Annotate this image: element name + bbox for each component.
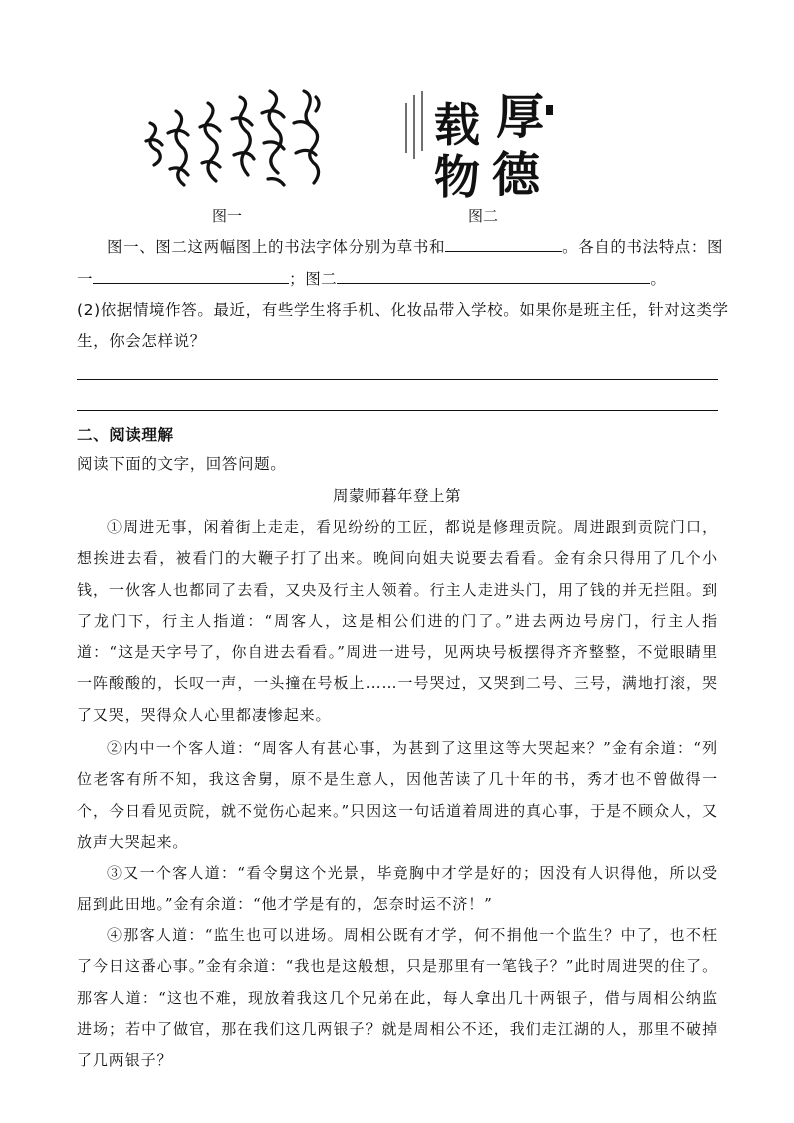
question-1-text: 图一、图二这两幅图上的书法字体分别为草书和: [107, 238, 446, 256]
calligraphy-char-hou: 厚: [496, 89, 545, 145]
question-1-fig1-label: 一: [77, 270, 94, 288]
question-1-line-1: [107, 232, 724, 262]
answer-blank-script-type[interactable]: [445, 233, 562, 252]
question-1-line-2-end: 。: [650, 270, 667, 288]
calligraphy-char-wu: 物: [434, 150, 480, 198]
calligraphy-char-de: 德: [492, 147, 541, 198]
answer-line-2[interactable]: [77, 410, 718, 411]
passage-paragraph-4: ④那客人道：“监生也可以进场。周相公既有才学，何不捐他一个监生？中了，也不枉了今日这番心事。”金有余道：“我也是这般想，只是那里有一笔钱子？”此时周进哭的住了。那客人道：“这也不难，现放着我这几个兄弟在此，每人拿出几十两银子，借与周相公纳监进场；若中了做官，那在我们这几两银子？就是周相公不还，我们走江湖的人，那里不破掉了几两银子？: [77, 926, 718, 1070]
reading-instruction: 阅读下面的文字，回答问题。: [77, 455, 287, 473]
passage-paragraph-1: ①周进无事，闲着街上走走，看见纷纷的工匠，都说是修理贡院。周进跟到贡院门口，想挨进去看，被看门的大鞭子打了出来。晚间向姐夫说要去看看。金有余只得用了几个小钱，一伙客人也都同了去看，又央及行主人领着。行主人走进头门，用了钱的并无拦阻。到了龙门下，行主人指道：“周客人，这是相公们进的门了。”进去两边号房门，行主人指道：“这是天字号了，你自进去看看。”周进一进号，见两块号板摆得齐齐整整，不觉眼睛里一阵酸酸的，长叹一声，一头撞在号板上……一号哭过，又哭到二号、三号，满地打滚，哭了又哭，哭得众人心里都凄惨起来。: [77, 518, 718, 724]
question-2-line-1: (2)依据情境作答。最近，有些学生将手机、化妆品带入学校。如果你是班主任，针对这类学: [77, 301, 729, 319]
answer-blank-fig2-feature[interactable]: [337, 265, 650, 284]
figure-2-caption: 图二: [468, 207, 499, 225]
question-1-fig2-label: ；图二: [289, 270, 338, 288]
figure-2-artwork: [398, 83, 558, 198]
answer-blank-fig1-feature[interactable]: [93, 265, 289, 284]
question-1-text-end: 。各自的书法特点：图: [562, 238, 724, 256]
calligraphy-char-zai: 载: [434, 98, 480, 152]
figure-1-calligraphy-image: [144, 83, 334, 198]
section-2-heading: 二、阅读理解: [77, 426, 174, 444]
figure-2-calligraphy-image: [398, 83, 558, 198]
question-1-line-2: [77, 264, 717, 294]
answer-line-1[interactable]: [77, 379, 718, 380]
passage-title: 周蒙师暮年登上第: [332, 487, 461, 505]
figure-1-caption: 图一: [212, 207, 243, 225]
question-2-line-2: 生，你会怎样说？: [77, 332, 206, 350]
passage-paragraph-2: ②内中一个客人道：“周客人有甚心事，为甚到了这里这等大哭起来？”金有余道：“列位老客有所不知，我这舍舅，原不是生意人，因他苦读了几十年的书，秀才也不曾做得一个，今日看见贡院，就不觉伤心起来。”只因这一句话道着周进的真心事，于是不顾众人，又放声大哭起来。: [77, 739, 718, 851]
seal-stamp: [546, 105, 553, 115]
passage-paragraph-3: ③又一个客人道：“看令舅这个光景，毕竟胸中才学是好的；因没有人识得他，所以受屈到此田地。”金有余道：“他才学是有的，怎奈时运不济！”: [77, 864, 718, 914]
